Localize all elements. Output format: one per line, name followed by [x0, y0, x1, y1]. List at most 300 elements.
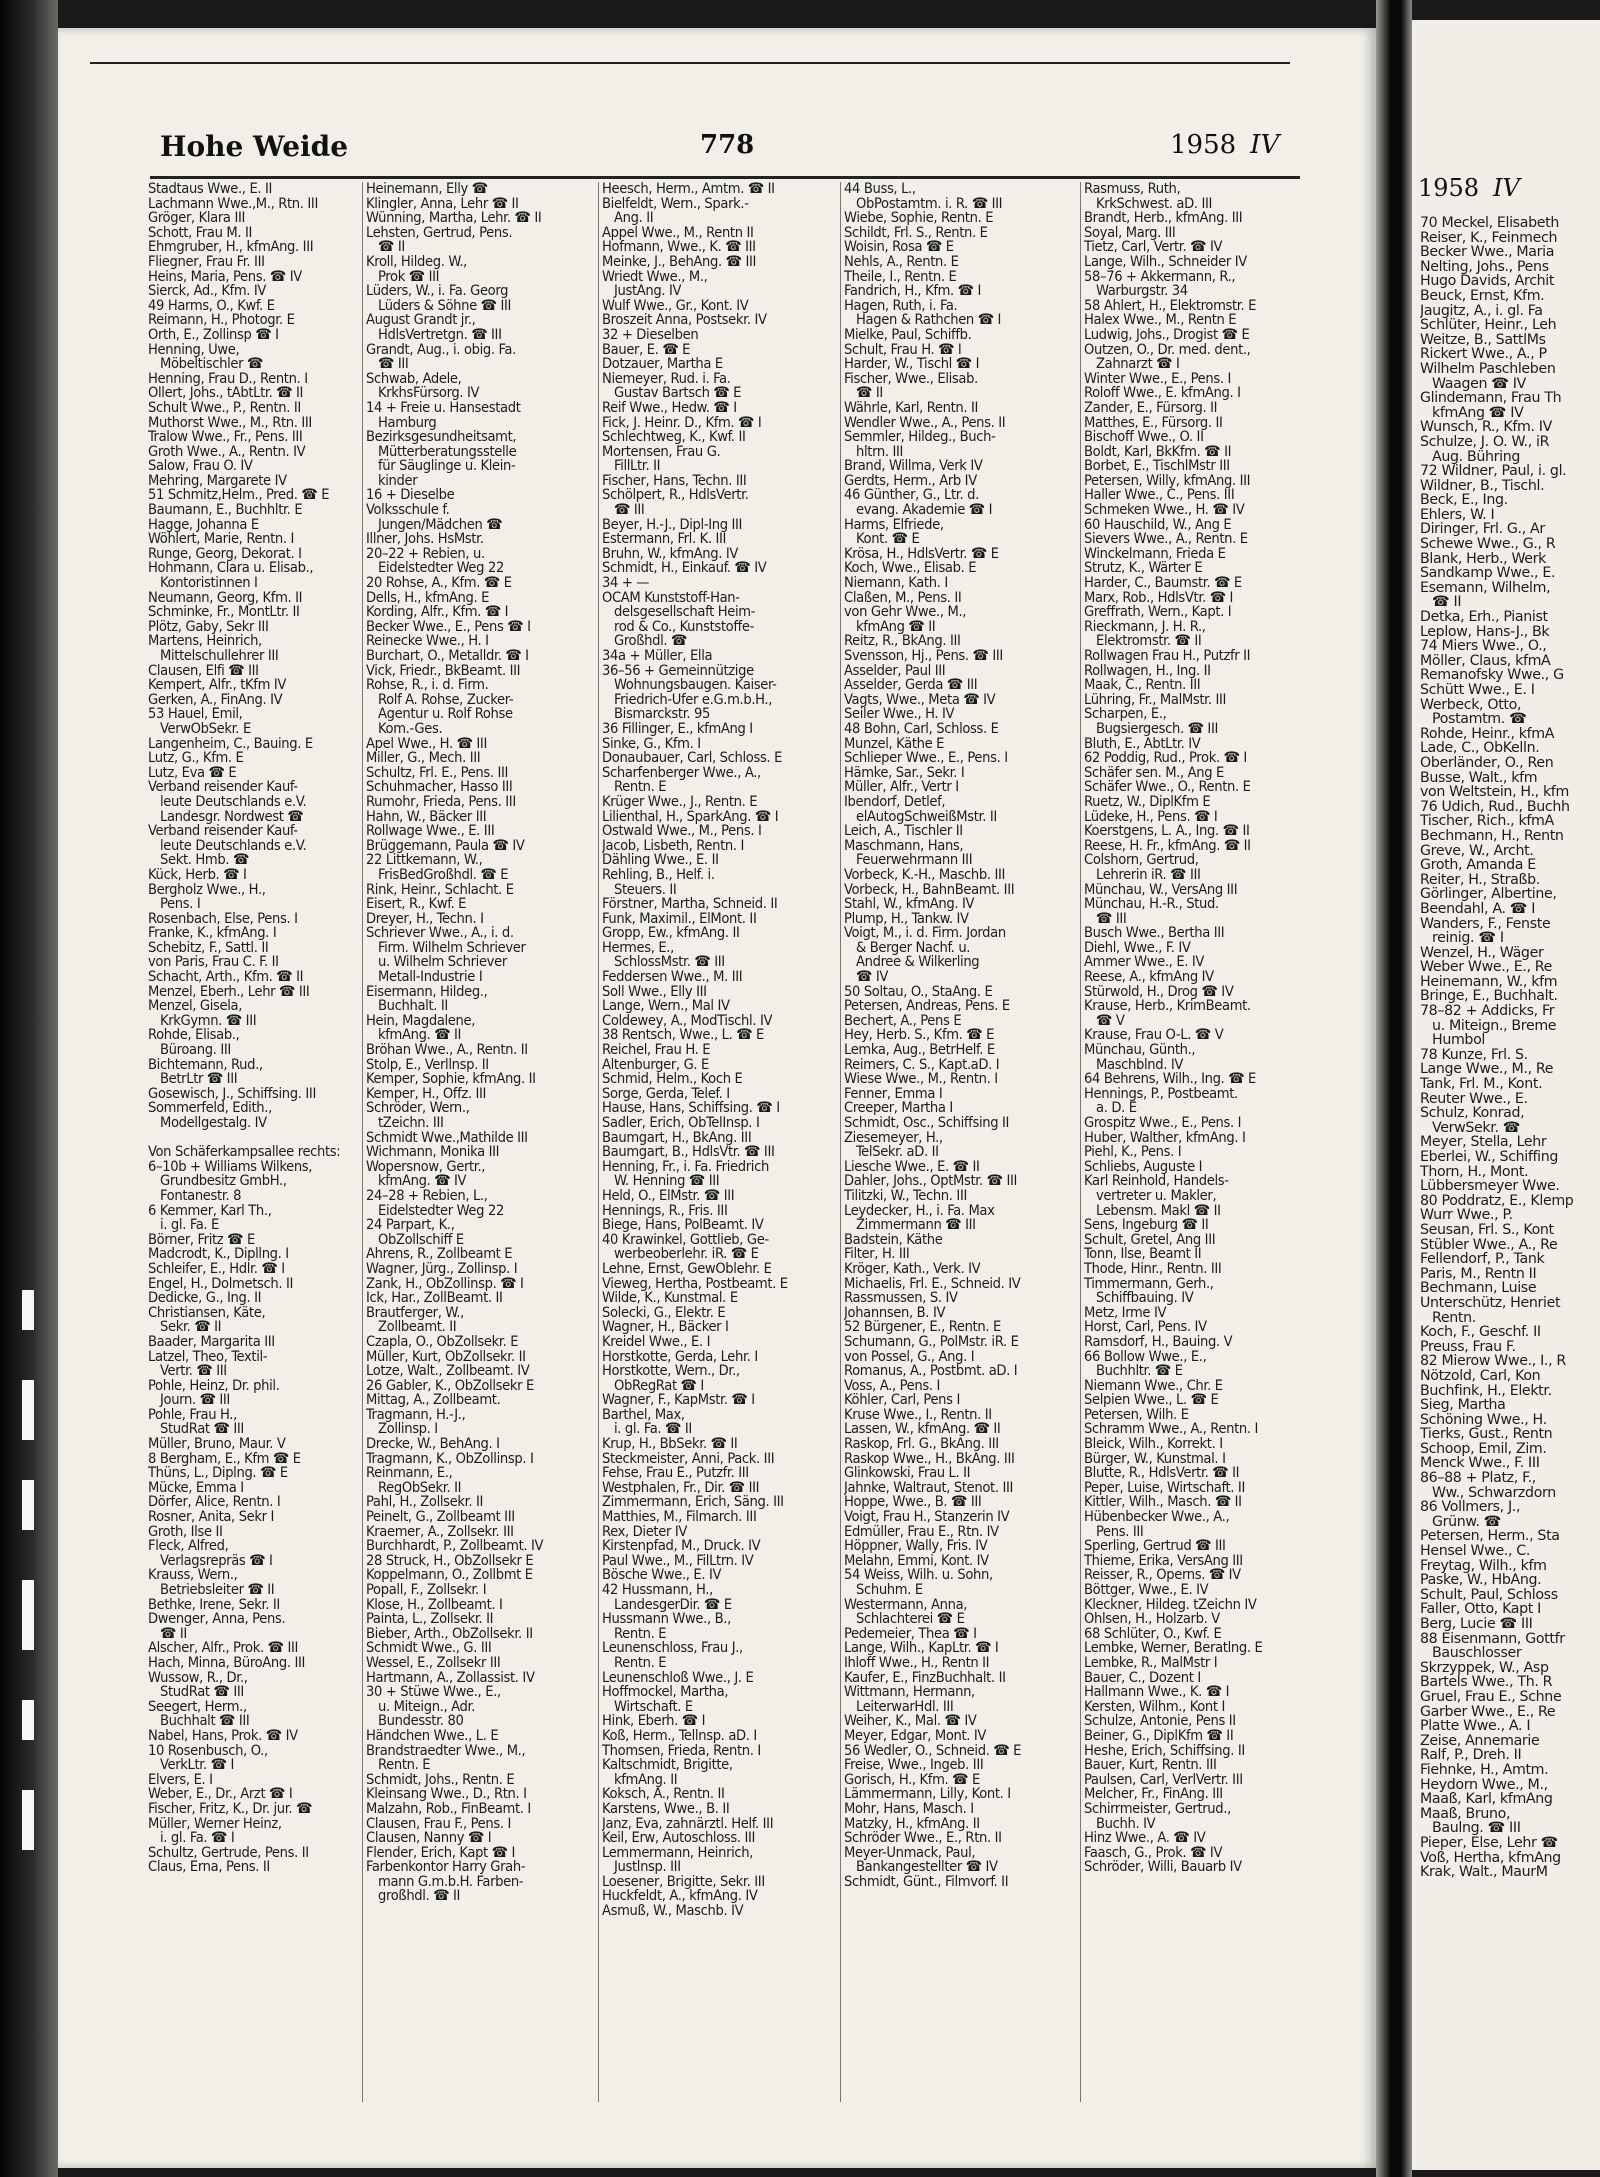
directory-entry: Kittler, Wilh., Masch. ☎ II [1084, 1495, 1242, 1511]
directory-entry: Kleinsang Wwe., D., Rtn. I [366, 1787, 527, 1802]
directory-entry: 34 + — [602, 576, 650, 591]
edge-mark [22, 1290, 34, 1330]
directory-entry: Reimers, C. S., Kapt.aD. I [844, 1057, 1000, 1073]
directory-entry: Kirstenpfad, M., Druck. IV [602, 1539, 761, 1554]
directory-entry: ☎ V [1096, 1013, 1125, 1029]
directory-entry: Brautferger, W., [366, 1305, 464, 1321]
directory-entry: Borbet, E., TischlMstr III [1084, 459, 1230, 474]
directory-entry: kinder [378, 473, 418, 489]
directory-entry: Freytag, Wilh., kfm [1420, 1558, 1547, 1574]
directory-entry: Ruetz, W., DiplKfm E [1084, 794, 1211, 810]
directory-entry: Verlagsrepräs ☎ I [160, 1553, 273, 1569]
directory-entry: 53 Hauel, Emil, [148, 707, 243, 722]
directory-entry: Gropp, Ew., kfmAng. II [602, 926, 740, 941]
directory-entry: Lämmermann, Lilly, Kont. I [844, 1787, 1011, 1802]
directory-entry: Latzel, Theo, Textil- [148, 1349, 268, 1365]
directory-entry: Wriedt Wwe., M., [602, 269, 708, 285]
directory-entry: Sens, Ingeburg ☎ II [1084, 1218, 1209, 1233]
directory-entry: Funk, Maximil., ElMont. II [602, 911, 757, 927]
directory-entry: Coldewey, A., ModTischl. IV [602, 1013, 773, 1029]
directory-entry: Franke, K., kfmAng. I [148, 926, 277, 941]
directory-entry: Klose, H., Zollbeamt. I [366, 1597, 503, 1613]
directory-entry: Wagner, Jürg., Zollinsp. I [366, 1261, 518, 1277]
directory-entry: Feuerwehrmann III [856, 853, 973, 868]
directory-entry: Reese, H. Fr., kfmAng. ☎ II [1084, 838, 1251, 854]
directory-entry: 28 Struck, H., ObZollsekr E [366, 1553, 534, 1569]
directory-entry: VerwSekr. ☎ [1432, 1120, 1521, 1136]
directory-entry: Feddersen Wwe., M. III [602, 970, 743, 985]
directory-entry: ☎ II [1432, 595, 1462, 611]
directory-entry: Fehse, Frau E., Putzfr. III [602, 1466, 749, 1481]
directory-entry: Wilde, K., Kunstmal. E [602, 1291, 738, 1306]
directory-entry: Hohmann, Clara u. Elisab., [148, 561, 314, 577]
directory-entry: Agentur u. Rolf Rohse [378, 707, 513, 722]
directory-entry: Kempert, Alfr., tKfm IV [148, 678, 286, 693]
directory-entry: Sierck, Ad., Kfm. IV [148, 284, 267, 299]
directory-entry: Horst, Carl, Pens. IV [1084, 1320, 1207, 1335]
directory-entry: Modellgestalg. IV [160, 1116, 267, 1131]
directory-entry: Biege, Hans, PolBeamt. IV [602, 1218, 764, 1233]
directory-entry: Busch Wwe., Bertha III [1084, 926, 1225, 941]
directory-entry: Fischer, Fritz, K., Dr. jur. ☎ [148, 1801, 313, 1817]
directory-entry: Greve, W., Archt. [1420, 843, 1534, 859]
directory-entry: Menck Wwe., F. III [1420, 1456, 1540, 1472]
directory-entry: Reichel, Frau H. E [602, 1043, 711, 1058]
directory-entry: Hennings, P., Postbeamt. [1084, 1086, 1238, 1102]
directory-entry: Bauer, C., Dozent I [1084, 1670, 1201, 1686]
directory-entry: Fontanestr. 8 [160, 1188, 242, 1204]
directory-entry: 14 + Freie u. Hansestadt [366, 400, 521, 416]
directory-entry: Tank, Frl. M., Kont. [1420, 1077, 1543, 1092]
directory-entry: Schult Wwe., P., Rentn. II [148, 400, 301, 416]
directory-entry: Romanus, A., Postbmt. aD. I [844, 1364, 1018, 1379]
directory-entry: Unterschütz, Henriet [1420, 1295, 1561, 1311]
directory-entry: Schewe Wwe., G., R [1420, 537, 1556, 552]
directory-entry: Illner, Johs. HsMstr. [366, 532, 484, 547]
directory-entry: TelSekr. aD. II [856, 1145, 939, 1160]
directory-entry: Kontoristinnen I [160, 576, 258, 591]
directory-entry: Wussow, R., Dr., [148, 1670, 248, 1686]
directory-entry: Rehling, B., Helf. i. [602, 867, 715, 883]
directory-entry: 56 Wedler, O., Schneid. ☎ E [844, 1743, 1022, 1759]
directory-entry: Baumgart, H., BkAng. III [602, 1130, 752, 1146]
directory-entry: Dörfer, Alice, Rentn. I [148, 1495, 281, 1511]
directory-entry: Köhler, Carl, Pens I [844, 1393, 960, 1408]
directory-entry: Scharpen, E., [1084, 707, 1167, 722]
directory-entry: Harder, W., Tischl ☎ I [844, 357, 980, 372]
directory-entry: Betriebsleiter ☎ II [160, 1583, 275, 1598]
directory-entry: i. gl. Fa. ☎ II [614, 1422, 692, 1438]
volume: IV [1250, 130, 1280, 160]
directory-entry: Bauer, E. ☎ E [602, 342, 691, 358]
directory-entry: Melahn, Emmi, Kont. IV [844, 1553, 989, 1569]
directory-entry: OCAM Kunststoff-Han- [602, 590, 740, 606]
directory-entry: Buchfink, H., Elektr. [1420, 1383, 1552, 1399]
directory-entry: 66 Bollow Wwe., E., [1084, 1349, 1207, 1365]
column-divider [598, 182, 599, 2102]
directory-entry: Schwab, Adele, [366, 371, 462, 387]
directory-entry: LeiterwarHdl. III [856, 1699, 954, 1715]
directory-entry: 8 Bergham, E., Kfm ☎ E [148, 1451, 301, 1467]
directory-entry: Grospitz Wwe., E., Pens. I [1084, 1116, 1242, 1131]
directory-entry: Fenner, Emma I [844, 1086, 943, 1102]
directory-entry: Westphalen, Fr., Dir. ☎ III [602, 1480, 760, 1496]
directory-entry: Krauss, Wern., [148, 1568, 238, 1583]
directory-entry: Wittmann, Hermann, [844, 1685, 975, 1700]
directory-entry: 30 + Stüwe Wwe., E., [366, 1685, 501, 1700]
directory-entry: Müller, Alfr., Vertr I [844, 780, 959, 795]
directory-entry: Metz, Irme IV [1084, 1305, 1167, 1321]
directory-entry: Grundbesitz GmbH., [160, 1174, 287, 1189]
directory-entry: Plötz, Gaby, Sekr III [148, 619, 269, 635]
directory-entry: Müller, Kurt, ObZollsekr. II [366, 1349, 526, 1365]
directory-entry: hltrn. III [856, 444, 904, 460]
directory-entry: Heins, Maria, Pens. ☎ IV [148, 269, 302, 285]
directory-entry: Elvers, E. I [148, 1772, 213, 1788]
directory-entry: Weitze, B., SattlMs [1420, 332, 1546, 348]
directory-entry: Leydecker, H., i. Fa. Max [844, 1203, 995, 1219]
directory-entry: Muthorst Wwe., M., Rtn. III [148, 415, 312, 431]
directory-entry: LandesgerDir. ☎ E [614, 1597, 732, 1613]
directory-entry: Rolf A. Rohse, Zucker- [378, 692, 514, 708]
directory-entry: Heshe, Erich, Schiffsing. II [1084, 1743, 1245, 1759]
directory-entry: Schlechtweg, K., Kwf. II [602, 430, 746, 445]
directory-entry: Peinelt, G., Zollbeamt III [366, 1510, 515, 1525]
directory-entry: 16 + Dieselbe [366, 488, 455, 504]
directory-entry: Bismarckstr. 95 [614, 707, 711, 722]
directory-entry: Ang. II [614, 211, 654, 226]
directory-entry: Fiehnke, H., Amtm. [1420, 1762, 1549, 1778]
directory-entry: Solecki, G., Elektr. E [602, 1305, 726, 1321]
directory-entry: Steckmeister, Anni, Pack. III [602, 1451, 775, 1467]
directory-entry: 70 Meckel, Elisabeth [1420, 216, 1559, 231]
directory-entry: Zahnarzt ☎ I [1096, 357, 1180, 372]
directory-entry: Rollwagen, H., Ing. II [1084, 663, 1211, 679]
directory-entry: Bechmann, Luise [1420, 1281, 1537, 1296]
directory-entry: Koppelmann, O., Zollbmt E [366, 1568, 533, 1583]
directory-entry: Jaugitz, A., i. gl. Fa [1420, 303, 1543, 319]
directory-entry: Schölpert, R., HdlsVertr. [602, 488, 749, 504]
directory-entry: Ziesemeyer, H., [844, 1130, 943, 1146]
directory-entry: Diringer, Frl. G., Ar [1420, 522, 1545, 538]
directory-entry: Semmler, Hildeg., Buch- [844, 430, 996, 445]
directory-entry: Tietz, Carl, Vertr. ☎ IV [1084, 240, 1223, 255]
directory-entry: Niemann, Kath. I [844, 576, 948, 591]
directory-entry: Reiser, K., Feinmech [1420, 230, 1558, 246]
directory-entry: Winter Wwe., E., Pens. I [1084, 371, 1231, 387]
directory-entry: Lange, Wilh., KapLtr. ☎ I [844, 1641, 999, 1656]
directory-entry: reinig. ☎ I [1432, 931, 1504, 946]
directory-entry: von Paris, Frau C. F. II [148, 955, 279, 971]
directory-entry: Lemka, Aug., BetrHelf. E [844, 1043, 995, 1058]
directory-entry: Schult, Gretel, Ang III [1084, 1232, 1216, 1248]
directory-entry: Beuck, Ernst, Kfm. [1420, 288, 1545, 304]
directory-entry: Schöning Wwe., H. [1420, 1412, 1547, 1428]
directory-entry: Hensel Wwe., C. [1420, 1544, 1531, 1559]
directory-entry: Münchau, W., VersAng III [1084, 882, 1238, 898]
directory-entry: Tralow Wwe., Fr., Pens. III [148, 430, 303, 445]
directory-entry: Höppner, Wally, Fris. IV [844, 1539, 988, 1554]
directory-entry: Bruhn, W., kfmAng. IV [602, 546, 739, 562]
directory-entry: Bröhan Wwe., A., Rentn. II [366, 1043, 528, 1058]
directory-entry: Ostwald Wwe., M., Pens. I [602, 824, 762, 839]
directory-entry: Kröger, Kath., Verk. IV [844, 1261, 981, 1277]
directory-entry: Selpien Wwe., L. ☎ E [1084, 1393, 1219, 1408]
edge-mark [22, 1790, 34, 1850]
directory-entry: Maaß, Bruno, [1420, 1806, 1511, 1822]
directory-entry: Rentn. [1432, 1310, 1476, 1326]
directory-entry: Zollbeamt. II [378, 1320, 457, 1335]
directory-entry: Wurr Wwe., P. [1420, 1208, 1513, 1223]
directory-entry: Drecke, W., BehAng. I [366, 1437, 500, 1452]
directory-entry: Woisin, Rosa ☎ E [844, 240, 954, 255]
directory-entry: Lutz, G., Kfm. E [148, 751, 244, 766]
directory-entry: Tierks, Gust., Rentn [1420, 1427, 1553, 1442]
directory-entry: Buchhltr. ☎ E [1096, 1364, 1183, 1379]
directory-entry: Matzky, H., kfmAng. II [844, 1816, 980, 1832]
directory-entry: 34a + Müller, Ella [602, 649, 713, 664]
directory-entry: Schott, Frau M. II [148, 225, 253, 241]
directory-entry: Mehring, Margarete IV [148, 473, 287, 489]
directory-entry: Brandt, Herb., kfmAng. III [1084, 211, 1243, 226]
directory-entry: Martens, Heinrich, [148, 634, 262, 649]
directory-entry: & Berger Nachf. u. [856, 940, 971, 956]
directory-entry: VerwObSekr. E [160, 721, 251, 737]
directory-entry: Dahler, Johs., OptMstr. ☎ III [844, 1174, 1018, 1189]
directory-entry: Blank, Herb., Werk [1420, 551, 1547, 567]
directory-entry: Paulsen, Carl, VerlVertr. III [1084, 1772, 1243, 1788]
next-page-header [1418, 174, 1520, 202]
directory-entry: Eidelstedter Weg 22 [378, 1203, 504, 1219]
directory-entry: Koch, F., Geschf. II [1420, 1325, 1541, 1340]
directory-entry: Thieme, Erika, VersAng III [1084, 1553, 1243, 1569]
directory-entry: Hinz Wwe., A. ☎ IV [1084, 1831, 1206, 1846]
directory-entry: Schliebs, Auguste I [1084, 1159, 1203, 1175]
directory-entry: Rollwagen Frau H., Putzfr II [1084, 649, 1251, 664]
directory-entry: Elektromstr. ☎ II [1096, 634, 1202, 649]
directory-entry: Justlnsp. III [614, 1860, 681, 1875]
directory-entry: Creeper, Martha I [844, 1101, 953, 1116]
directory-entry: Heinemann, Elly ☎ [366, 182, 488, 197]
directory-entry: vertreter u. Makler, [1096, 1188, 1217, 1204]
directory-entry: Schulz, Konrad, [1420, 1106, 1525, 1121]
directory-entry: Clausen, Elfi ☎ III [148, 663, 259, 679]
directory-entry: Böttger, Wwe., E. IV [1084, 1583, 1209, 1598]
directory-entry: Schmeken Wwe., H. ☎ IV [1084, 503, 1245, 518]
directory-entry: Bergholz Wwe., H., [148, 882, 266, 898]
directory-entry: Lachmann Wwe.,M., Rtn. III [148, 196, 318, 212]
directory-entry: Orth, E., Zollinsp ☎ I [148, 327, 279, 343]
directory-entry: Tischer, Rich., kfmA [1420, 814, 1554, 829]
directory-entry: Raskop, Frl. G., BkAng. III [844, 1437, 999, 1452]
directory-entry: Paris, M., Rentn II [1420, 1266, 1537, 1282]
directory-entry: Hugo Davids, Archit [1420, 274, 1555, 289]
directory-entry: Jungen/Mädchen ☎ [378, 517, 503, 533]
edge-mark [22, 1380, 34, 1440]
directory-entry: Lehsten, Gertrud, Pens. [366, 225, 513, 241]
directory-entry: Verband reisender Kauf- [148, 824, 298, 839]
directory-entry: Krüger Wwe., J., Rentn. E [602, 794, 758, 810]
directory-entry: 40 Krawinkel, Gottlieb, Ge- [602, 1232, 769, 1248]
street-heading: Hohe Weide [160, 130, 349, 163]
year: 1958 [1170, 130, 1237, 160]
directory-entry: Heydorn Wwe., M., [1420, 1777, 1548, 1793]
directory-entry: Matthes, E., Fürsorg. II [1084, 415, 1223, 431]
directory-entry: Tonn, Ilse, Beamt II [1084, 1247, 1202, 1262]
directory-entry: Dähling Wwe., E. II [602, 853, 719, 868]
directory-entry: Piehl, K., Pens. I [1084, 1145, 1182, 1160]
directory-entry: Hach, Minna, BüroAng. III [148, 1655, 306, 1671]
directory-entry: Prok ☎ III [378, 269, 440, 285]
directory-entry: Liesche Wwe., E. ☎ II [844, 1159, 980, 1175]
directory-entry: Huber, Walther, kfmAng. I [1084, 1130, 1246, 1146]
directory-entry: Friedrich-Ufer e.G.m.b.H., [614, 692, 773, 708]
directory-entry: kfmAng. ☎ IV [378, 1174, 467, 1189]
directory-entry: Broszeit Anna, Postsekr. IV [602, 313, 767, 328]
directory-entry: Beiner, G., DiplKfm ☎ II [1084, 1728, 1234, 1744]
directory-entry: Karstens, Wwe., B. II [602, 1801, 730, 1817]
directory-entry: Ick, Har., ZollBeamt. II [366, 1291, 503, 1306]
directory-entry: 32 + Dieselben [602, 327, 699, 343]
directory-entry: Hamburg [378, 415, 437, 431]
directory-entry: Paske, W., HbAng. [1420, 1573, 1542, 1588]
directory-entry: Esemann, Wilhelm, [1420, 580, 1551, 596]
directory-entry: RegObSekr. II [378, 1480, 462, 1496]
directory-entry: Schmidt Wwe.,Mathilde III [366, 1130, 528, 1146]
directory-entry: Schmidt, H., Einkauf. ☎ IV [602, 561, 767, 577]
directory-entry: Menzel, Eberh., Lehr ☎ III [148, 984, 310, 1000]
directory-entry: Glindemann, Frau Th [1420, 391, 1562, 406]
directory-entry: 54 Weiss, Wilh. u. Sohn, [844, 1568, 993, 1583]
directory-entry: 64 Behrens, Wilh., Ing. ☎ E [1084, 1072, 1256, 1087]
directory-entry: Schmidt Wwe., G. III [366, 1641, 492, 1656]
directory-entry: Rosner, Anita, Sekr I [148, 1510, 275, 1525]
directory-entry: 68 Schlüter, O., Kwf. E [1084, 1626, 1222, 1642]
directory-entry: Eisert, R., Kwf. E [366, 897, 467, 912]
directory-entry: Berg, Lucie ☎ III [1420, 1617, 1533, 1632]
directory-entry: Petersen, Willy, kfmAng. III [1084, 473, 1251, 489]
column-5 [1084, 182, 1300, 2142]
directory-entry: Sekr. ☎ II [160, 1320, 222, 1335]
directory-entry: Weber Wwe., E., Re [1420, 960, 1553, 975]
edge-mark [22, 1700, 34, 1740]
directory-entry: 49 Harms, O., Kwf. E [148, 298, 275, 314]
directory-entry: Hagen, Ruth, i. Fa. [844, 298, 958, 314]
directory-entry: Hein, Magdalene, [366, 1013, 476, 1029]
directory-entry: 51 Schmitz,Helm., Pred. ☎ E [148, 488, 330, 504]
directory-entry: Flender, Erich, Kapt ☎ I [366, 1845, 516, 1861]
directory-entry: Dreyer, H., Techn. I [366, 911, 484, 927]
directory-entry: KrkSchwest. aD. III [1096, 196, 1213, 212]
directory-entry: Lotze, Walt., Zollbeamt. IV [366, 1364, 530, 1379]
directory-entry: Meyer, Stella, Lehr [1420, 1135, 1547, 1150]
directory-entry: leute Deutschlands e.V. [160, 794, 307, 810]
directory-entry: Reimann, H., Photogr. E [148, 313, 295, 328]
directory-entry: Neumann, Georg, Kfm. II [148, 590, 303, 606]
directory-entry: Wiebe, Sophie, Rentn. E [844, 211, 994, 226]
directory-entry: Händchen Wwe., L. E [366, 1728, 499, 1744]
directory-entry: Meyer, Edgar, Mont. IV [844, 1728, 987, 1744]
header-rule [150, 176, 1300, 179]
directory-entry: Theile, I., Rentn. E [844, 269, 957, 285]
directory-entry: Wohnungsbaugen. Kaiser- [614, 678, 777, 693]
directory-entry: Winckelmann, Frieda E [1084, 546, 1226, 562]
directory-entry: Hennings, R., Fris. III [602, 1203, 728, 1219]
directory-entry: Wildner, B., Tischl. [1420, 478, 1545, 494]
directory-entry: Schramm Wwe., A., Rentn. I [1084, 1422, 1259, 1438]
directory-entry: Gerken, A., FinAng. IV [148, 692, 283, 708]
directory-entry: i. gl. Fa. ☎ I [160, 1831, 235, 1846]
directory-entry: Hagge, Johanna E [148, 517, 259, 533]
directory-entry: Fliegner, Frau Fr. III [148, 254, 265, 270]
directory-entry: Lühring, Fr., MalMstr. III [1084, 692, 1227, 708]
directory-entry: Klingler, Anna, Lehr ☎ II [366, 196, 519, 212]
directory-entry: Koß, Herm., Tellnsp. aD. I [602, 1728, 757, 1744]
directory-entry: Sandkamp Wwe., E. [1420, 566, 1556, 581]
directory-entry: Wiese Wwe., M., Rentn. I [844, 1072, 998, 1087]
directory-entry: Svensson, Hj., Pens. ☎ III [844, 649, 1003, 664]
directory-entry: Keil, Erw, Autoschloss. III [602, 1831, 756, 1846]
directory-entry: Rickert Wwe., A., P [1420, 347, 1547, 362]
directory-entry: Scharfenberger Wwe., A., [602, 765, 761, 781]
directory-entry: Reese, A., kfmAng IV [1084, 970, 1214, 985]
directory-entry: Vorbeck, K.-H., Maschb. III [844, 867, 1006, 883]
directory-entry: von Gehr Wwe., M., [844, 605, 967, 620]
directory-entry: Burchart, O., Metalldr. ☎ I [366, 649, 529, 664]
directory-entry: Schlachterei ☎ E [856, 1612, 965, 1627]
directory-entry: 6 Kemmer, Karl Th., [148, 1203, 272, 1219]
directory-entry: von Possel, G., Ang. I [844, 1349, 975, 1365]
directory-entry: Niemeyer, Rud. i. Fa. [602, 371, 731, 387]
directory-entry: Rohse, R., i. d. Firm. [366, 678, 489, 693]
directory-entry: Burchhardt, P., Zollbeamt. IV [366, 1539, 544, 1554]
directory-entry: Fandrich, H., Kfm. ☎ I [844, 284, 982, 299]
directory-entry: Schmidt, Johs., Rentn. E [366, 1772, 515, 1788]
directory-entry: Wilhelm Paschleben [1420, 361, 1556, 377]
directory-entry: Asselder, Gerda ☎ III [844, 678, 978, 693]
directory-entry: Thorn, H., Mont. [1420, 1164, 1529, 1180]
directory-entry: Greffrath, Wern., Kapt. I [1084, 605, 1232, 620]
directory-entry: Niemann Wwe., Chr. E [1084, 1378, 1223, 1394]
directory-entry: Leunenschloss, Frau J., [602, 1641, 743, 1656]
directory-entry: Clausen, Frau F., Pens. I [366, 1816, 512, 1832]
directory-entry: Schoop, Emil, Zim. [1420, 1441, 1547, 1457]
directory-entry: Rumohr, Frieda, Pens. III [366, 794, 516, 810]
directory-entry: Rassmussen, S. IV [844, 1291, 958, 1306]
directory-entry: Menzel, Gisela, [148, 999, 243, 1014]
directory-entry: Peper, Luise, Wirtschaft. II [1084, 1480, 1245, 1496]
directory-entry: 6–10b + Williams Wilkens, [148, 1159, 313, 1175]
directory-entry: Schult, Frau H. ☎ I [844, 342, 962, 358]
directory-entry: Baader, Margarita III [148, 1334, 275, 1350]
directory-entry: Painta, L., Zollsekr. II [366, 1612, 494, 1627]
directory-entry: Sommerfeld, Edith., [148, 1101, 272, 1116]
directory-entry: Thüns, L., Diplng. ☎ E [148, 1466, 288, 1481]
directory-entry: Zander, E., Fürsorg. II [1084, 400, 1218, 416]
directory-entry: Wendler Wwe., A., Pens. II [844, 415, 1006, 431]
directory-entry: Münchau, Günth., [1084, 1043, 1196, 1058]
directory-entry: Wünning, Martha, Lehr. ☎ II [366, 211, 542, 226]
directory-entry: Wunsch, R., Kfm. IV [1420, 420, 1552, 435]
directory-entry: Kück, Herb. ☎ I [148, 867, 247, 883]
directory-entry: Rink, Heinr., Schlacht. E [366, 882, 514, 898]
directory-entry: Vagts, Wwe., Meta ☎ IV [844, 692, 996, 708]
directory-entry: Möller, Claus, kfmA [1420, 653, 1551, 669]
directory-entry: FrisBedGroßhdl. ☎ E [378, 867, 509, 883]
directory-entry: Schildt, Frl. S., Rentn. E [844, 225, 988, 241]
directory-entry: Stolp, E., Verllnsp. II [366, 1057, 489, 1073]
directory-entry: Schult, Paul, Schloss [1420, 1587, 1558, 1603]
